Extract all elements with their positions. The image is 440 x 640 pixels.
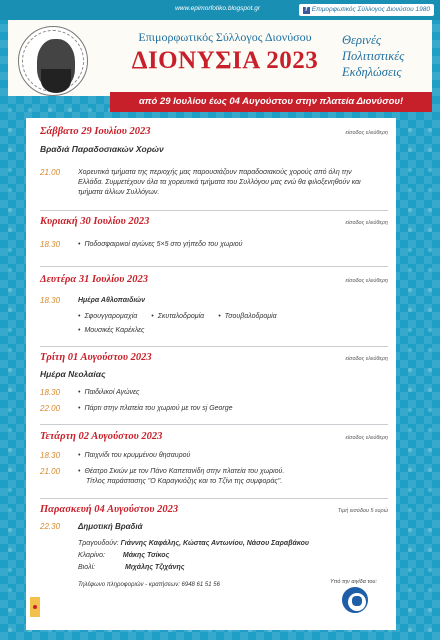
event-time: 22.00 [40, 404, 61, 413]
entry-note: είσοδος ελεύθερη [345, 356, 388, 362]
day-section-3 [40, 274, 388, 344]
event-subtitle: Βραδιά Παραδοσιακών Χορών [40, 144, 164, 154]
divider [40, 346, 388, 347]
event-time: 18.30 [40, 451, 61, 460]
event-time: 18.30 [40, 296, 61, 305]
sponsor-label: Υπό την αιγίδα του: [330, 579, 377, 585]
game-item: • Τσουβαλοδρομία [218, 312, 276, 322]
day-heading: Σάββατο 29 Ιουλίου 2023 [40, 126, 151, 137]
phone-info: Τηλέφωνο πληροφοριών - κρατήσεων: 6948 61 51 56 [78, 582, 220, 588]
page-title: ΔΙΟΝΥΣΙΑ 2023 [131, 47, 319, 74]
event-description: • Παιχνίδι του κρυμμένου θησαυρού [78, 451, 378, 461]
event-time: 18.30 [40, 388, 61, 397]
divider [40, 210, 388, 211]
day-heading: Κυριακή 30 Ιουλίου 2023 [40, 216, 150, 227]
game-item: • Μουσικές Καρέκλες [78, 326, 378, 336]
day-heading: Δευτέρα 31 Ιουλίου 2023 [40, 274, 149, 285]
day-section-1 [40, 126, 388, 208]
dates-banner: από 29 Ιουλίου έως 04 Αυγούστου στην πλατεία Διονύσου! [110, 92, 432, 112]
sponsor-seal-icon [340, 585, 370, 615]
credits-clarinet: Κλαρίνο: Μάκης Τσίκος [78, 552, 170, 559]
facebook-icon: f [303, 7, 310, 14]
event-time: 18.30 [40, 240, 61, 249]
game-item: • Σκυταλοδρομία [151, 312, 204, 322]
entry-note: είσοδος ελεύθερη [345, 278, 388, 284]
event-subtitle: Ημέρα Νεολαίας [40, 369, 106, 379]
event-description: Ημέρα Αθλοπαιδιών [78, 297, 146, 304]
day-section-2 [40, 216, 388, 266]
entry-note: Τιμή εισόδου 5 ευρώ [337, 508, 388, 514]
divider [40, 498, 388, 499]
top-bar [0, 0, 440, 20]
entry-note: είσοδος ελεύθερη [345, 130, 388, 136]
day-section-5 [40, 431, 388, 503]
event-description: Δημοτική Βραδιά [78, 522, 143, 531]
event-description: • Πάρτι στην πλατεία του χωριού με τον sj George [78, 404, 378, 414]
event-time: 21.00 [40, 168, 61, 177]
website-link[interactable]: www.epimorfotiko.blogspot.gr [175, 5, 260, 12]
entry-note: είσοδος ελεύθερη [345, 220, 388, 226]
day-section-6 [40, 504, 388, 624]
program-panel [26, 118, 396, 630]
dionysus-logo-icon [18, 26, 88, 96]
facebook-link[interactable] [299, 4, 434, 16]
bookmark-tag-icon [30, 597, 40, 617]
event-time: 21.00 [40, 467, 61, 476]
games-list [78, 312, 378, 322]
day-heading: Παρασκευή 04 Αυγούστου 2023 [40, 504, 179, 515]
divider [40, 424, 388, 425]
header [8, 20, 432, 96]
credits-singers: Τραγουδούν: Γιάννης Καφάλης, Κώστας Αντωνίου, Νάσου Σαραβάκου [78, 540, 309, 547]
entry-note: είσοδος ελεύθερη [345, 435, 388, 441]
event-description: • Θέατρο Σκιών με τον Πάνο Καπετανίδη στην πλατεία του χωριού. [78, 467, 378, 477]
day-heading: Τρίτη 01 Αυγούστου 2023 [40, 352, 152, 363]
event-description: • Παιδιλικοί Αγώνες [78, 388, 378, 398]
association-name: Επιμορφωτικός Σύλλογος Διονύσου [138, 30, 312, 44]
event-time: 22.30 [40, 522, 61, 531]
event-description: Χορευτικά τμήματα της περιοχής μας παρουσιάζουν παραδοσιακούς χορούς από όλη την Ελλάδα. Συμμετέχουν όλα τα χορευτικά τμήματα του Συλλόγου μας ενώ θα φιλοξενηθούν και τμήματα άλλων Συλλόγων. [78, 169, 361, 196]
divider [40, 266, 388, 267]
game-item: • Σφουγγαροµαχία [78, 312, 137, 322]
event-description-extra: Τίτλος παράστασης "Ο Καραγκιόζης και το Τζίνι της συμφοράς". [86, 478, 283, 485]
credits-violin: Βιολί: Μιχάλης Τζιχάνης [78, 564, 185, 571]
facebook-label: Επιμορφωτικός Σύλλογος Διονύσου 1980 [311, 6, 430, 13]
event-description: • Ποδοσφαιρικοί αγώνες 5×5 στο γήπεδο του χωριού [78, 240, 378, 250]
day-section-4 [40, 352, 388, 428]
side-title: Θερινές Πολιτιστικές Εκδηλώσεις [342, 33, 405, 79]
day-heading: Τετάρτη 02 Αυγούστου 2023 [40, 431, 163, 442]
